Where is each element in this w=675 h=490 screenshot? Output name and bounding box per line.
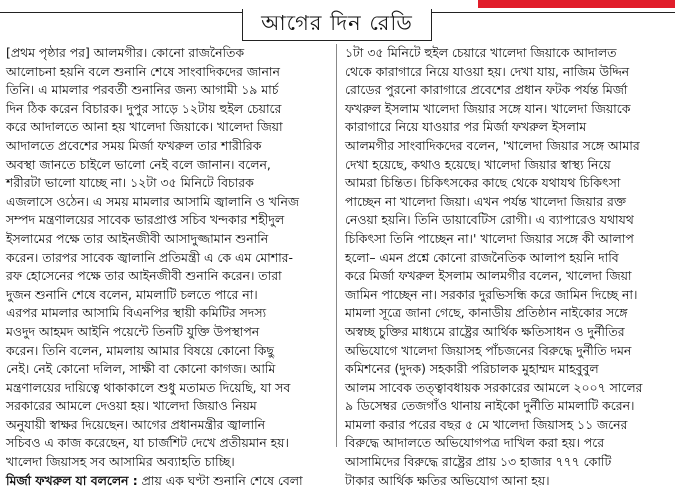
- left-line: মন্ত্রণালয়ের দায়িত্বে থাকাকালে শুধু মতামত দিয়েছি, যা সব: [6, 379, 291, 395]
- left-line: আলোচনা হয়নি বলে শুনানি শেষে সাংবাদিকদের জানান: [6, 63, 280, 79]
- left-line: এরপর মামলার আসামি বিএনপির স্থায়ী কমিটির সদস্য: [6, 305, 267, 321]
- left-body: [6, 63, 332, 472]
- left-line: সম্পদ মন্ত্রণালয়ের সাবেক ভারপ্রাপ্ত সচিব খন্দকার শহীদুল: [6, 212, 285, 228]
- left-line: করেন। তিনি বলেন, মামলায় আমার বিষয়ে কোনো কিছু: [6, 342, 274, 358]
- continued-label: [প্রথম পৃষ্ঠার পর]: [6, 45, 90, 60]
- right-line: ১টা ৩৫ মিনিটে হুইল চেয়ারে খালেদা জিয়াকে আদালত: [345, 45, 617, 60]
- left-line: সরকারের আমলে দেওয়া হয়। খালেদা জিয়াও নিয়ম: [6, 398, 257, 414]
- headline: আগের দিন রেডি: [261, 11, 413, 35]
- left-line: আদালতে প্রবেশের সময় মির্জা ফখরুল তার শারীরিক: [6, 137, 262, 153]
- right-line: নেওয়া হয়নি। তিনি ডায়াবেটিস রোগী। এ ব্যাপারেও যথাযথ: [345, 212, 634, 228]
- right-line: হলো– এমন প্রশ্নে কোনো রাজনৈতিক আলাপ হয়নি দাবি: [345, 249, 619, 265]
- right-line: মামলা সূত্রে জানা গেছে, কানাডীয় প্রতিষ্ঠান নাইকোর সঙ্গে: [345, 305, 628, 321]
- left-line: অনুযায়ী স্বাক্ষর দিয়েছেন। আগের প্রধানমন্ত্রীর জ্বালানি: [6, 416, 266, 432]
- right-line: চিকিৎসা তিনি পাচ্ছেন না।' খালেদা জিয়ার সঙ্গে কী আলাপ: [345, 230, 634, 246]
- left-line: শরীরটা ভালো যাচ্ছে না। ১২টা ৩৫ মিনিটে বিচারক: [6, 175, 254, 191]
- left-line: খালেদা জিয়াসহ সব আসামির অব্যাহতি চাচ্ছি।: [6, 454, 235, 470]
- right-line: আলমগীর সাংবাদিকদের বলেন, 'খালেদা জিয়ার সঙ্গে আমার: [345, 137, 640, 153]
- right-line: আলম সাবেক তত্ত্বাবধায়ক সরকারের আমলে ২০০৭ সালের: [345, 379, 643, 395]
- right-line: রোডের পুরনো কারাগারে প্রবেশের প্রধান ফটক পর্যন্ত মির্জা: [345, 82, 628, 98]
- left-line: দুজন শুনানি শেষে বলেন, মামলাটি চলতে পারে না।: [6, 286, 258, 302]
- left-line: মওদুদ আহমদ আইনি পয়েন্টে তিনটি যুক্তি উপস্থাপন: [6, 323, 260, 339]
- left-line: রফ হোসেনের পক্ষে তার আইনজীবী শুনানি করেন। তারা: [6, 268, 282, 284]
- right-line: মামলা করার পরের বছর ৫ মে খালেদা জিয়াসহ ১১ জনের: [345, 416, 628, 432]
- left-line: [6, 44, 332, 63]
- left-column: [6, 44, 332, 488]
- right-line: পাচ্ছেন না খালেদা জিয়া। এখন পর্যন্ত খালেদা জিয়ার রক্ত: [345, 193, 626, 209]
- right-line: ফখরুল ইসলাম খালেদা জিয়ার সঙ্গে যান। খালেদা জিয়াকে: [345, 100, 631, 116]
- left-line: অবস্থা জানতে চাইলে ভালো নেই বলে জানান। বলেন,: [6, 156, 271, 172]
- right-line: আমরা চিন্তিত। চিকিৎসকের কাছে থেকে যথাযথ চিকিৎসা: [345, 175, 621, 191]
- right-line: আসামিদের বিরুদ্ধে রাষ্ট্রের প্রায় ১৩ হাজার ৭৭৭ কোটি: [345, 454, 612, 470]
- left-line: [6, 472, 332, 490]
- headline-box: [242, 9, 432, 41]
- right-line: টাকার আর্থিক ক্ষতির অভিযোগ আনা হয়।: [345, 472, 550, 488]
- column-divider: [336, 44, 337, 447]
- right-line: অভিযোগে খালেদা জিয়াসহ পাঁচজনের বিরুদ্ধে দুর্নীতি দমন: [345, 342, 632, 358]
- left-line: করেন। তারপর সাবেক জ্বালানি প্রতিমন্ত্রী এ কে এম মোশার-: [6, 249, 293, 265]
- right-body: [345, 44, 671, 490]
- left-line: সচিবও এ কাজ করেছেন, যা চার্জশিট দেখে প্রতীয়মান হয়।: [6, 435, 289, 451]
- left-line: তিনি। এ মামলার পরবর্তী শুনানির জন্য আগামী ১৯ মার্চ: [6, 82, 279, 98]
- left-line: করে আদালতে আনা হয় খালেদা জিয়াকে। খালেদা জিয়া: [6, 119, 283, 135]
- right-line: থেকে কারাগারে নিয়ে যাওয়া হয়। দেখা যায়, নাজিম উদ্দিন: [345, 63, 630, 79]
- right-line: জামিন পাচ্ছেন না। সরকার দুরভিসন্ধি করে জামিন দিচ্ছে না।: [345, 286, 638, 302]
- left-first-line-text: আলমগীর। কোনো রাজনৈতিক: [89, 45, 244, 60]
- left-line: ইসলামের পক্ষে তার আইনজীবী আসাদুজ্জামান শুনানি: [6, 230, 269, 246]
- right-line: বিরুদ্ধে আদালতে অভিযোগপত্র দাখিল করা হয়। পরে: [345, 435, 605, 451]
- right-line: দেখা হয়েছে, কথাও হয়েছে। খালেদা জিয়ার স্বাস্থ্য নিয়ে: [345, 156, 611, 172]
- right-line: কমিশনের (দুদক) সহকারী পরিচালক মুহাম্মদ মাহবুবুল: [345, 361, 599, 377]
- left-line: এজলাসে ওঠেন। এ সময় মামলার আসামি জ্বালানি ও খনিজ: [6, 193, 299, 209]
- red-accent-bar: [478, 0, 675, 8]
- left-line: নেই। নেই কোনো দলিল, সাক্ষী বা কোনো কাগজ। আমি: [6, 361, 276, 377]
- left-line: দিন ঠিক করেন বিচারক। দুপুর সাড়ে ১২টায় হুইল চেয়ারে: [6, 100, 282, 116]
- right-line: ৯ ডিসেম্বর তেজগাঁও থানায় নাইকো দুর্নীতি মামলাটি করেন।: [345, 398, 635, 414]
- subhead-fakhrul: মির্জা ফখরুল যা বললেন :: [6, 472, 138, 488]
- right-column: [345, 44, 671, 488]
- right-line: করে মির্জা ফখরুল ইসলাম আলমগীর বলেন, খালেদা জিয়া: [345, 268, 632, 284]
- right-line: কারাগারে নিয়ে যাওয়ার পর মির্জা ফখরুল ইসলাম: [345, 119, 587, 135]
- right-line: অস্বচ্ছ চুক্তির মাধ্যমে রাষ্ট্রের আর্থিক ক্ষতিসাধন ও দুর্নীতির: [345, 323, 625, 339]
- left-last-line-text: প্রায় এক ঘণ্টা শুনানি শেষে বেলা: [137, 472, 303, 488]
